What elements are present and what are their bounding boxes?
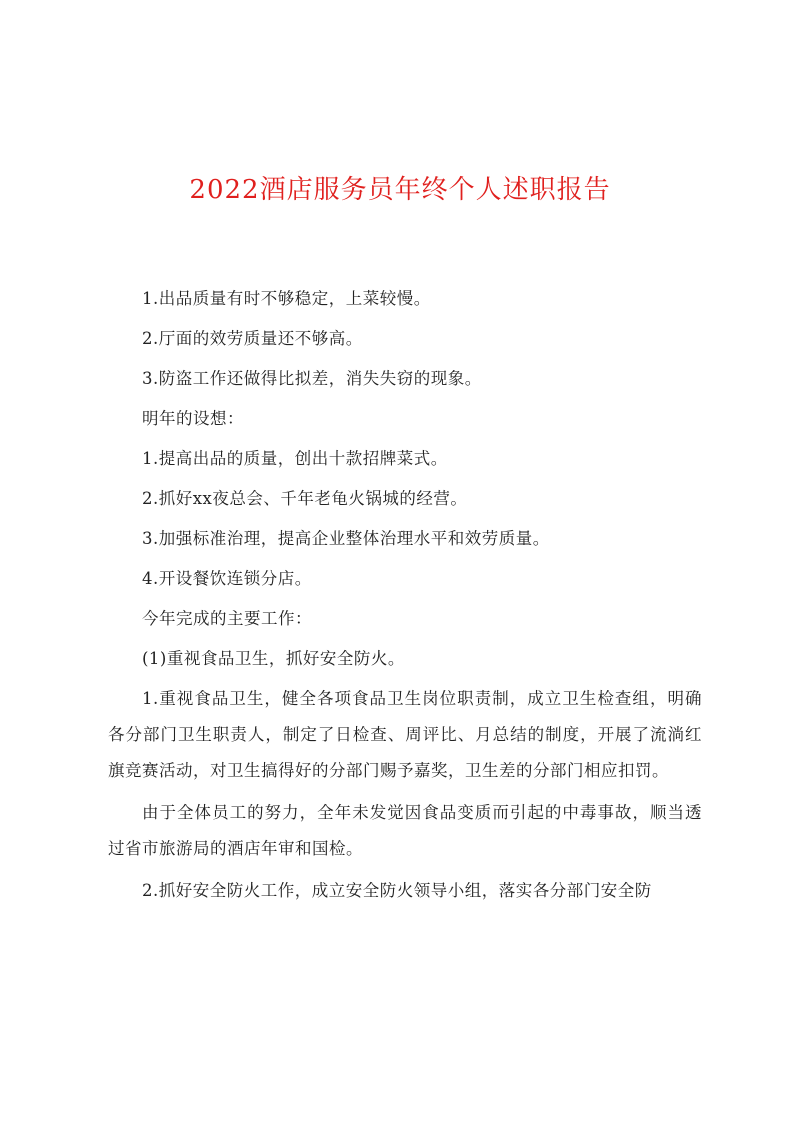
body-line: 2.抓好xx夜总会、千年老龟火锅城的经营。 xyxy=(142,489,468,508)
body-paragraph: 2.抓好安全防火工作，成立安全防火领导小组，落实各分部门安全防 xyxy=(142,881,652,900)
body-paragraph: 由于全体员工的努力，全年未发觉因食品变质而引起的中毒事故，顺当透过省市旅游局的酒店年审和国检。 xyxy=(108,803,702,858)
body-line: 2.厅面的效劳质量还不够高。 xyxy=(142,329,363,348)
body-line: 1.出品质量有时不够稳定，上菜较慢。 xyxy=(142,289,431,308)
subsection-heading: (1)重视食品卫生，抓好安全防火。 xyxy=(142,649,405,668)
body-line: 1.提高出品的质量，创出十款招牌菜式。 xyxy=(142,449,448,468)
body-line: 3.加强标准治理，提高企业整体治理水平和效劳质量。 xyxy=(142,529,550,548)
section-heading: 明年的设想： xyxy=(142,409,244,428)
document-title: 2022酒店服务员年终个人述职报告 xyxy=(189,175,611,205)
document-body xyxy=(108,279,702,909)
body-paragraph: 1.重视食品卫生，健全各项食品卫生岗位职责制，成立卫生检查组，明确各分部门卫生职责人，制定了日检查、周评比、月总结的制度，开展了流淌红旗竞赛活动，对卫生搞得好的分部门赐予嘉奖，卫生差的分部门相应扣罚。 xyxy=(108,689,702,780)
body-line: 3.防盗工作还做得比拟差，消失失窃的现象。 xyxy=(142,369,482,388)
section-heading: 今年完成的主要工作： xyxy=(142,609,312,628)
body-line: 4.开设餐饮连锁分店。 xyxy=(142,569,312,588)
